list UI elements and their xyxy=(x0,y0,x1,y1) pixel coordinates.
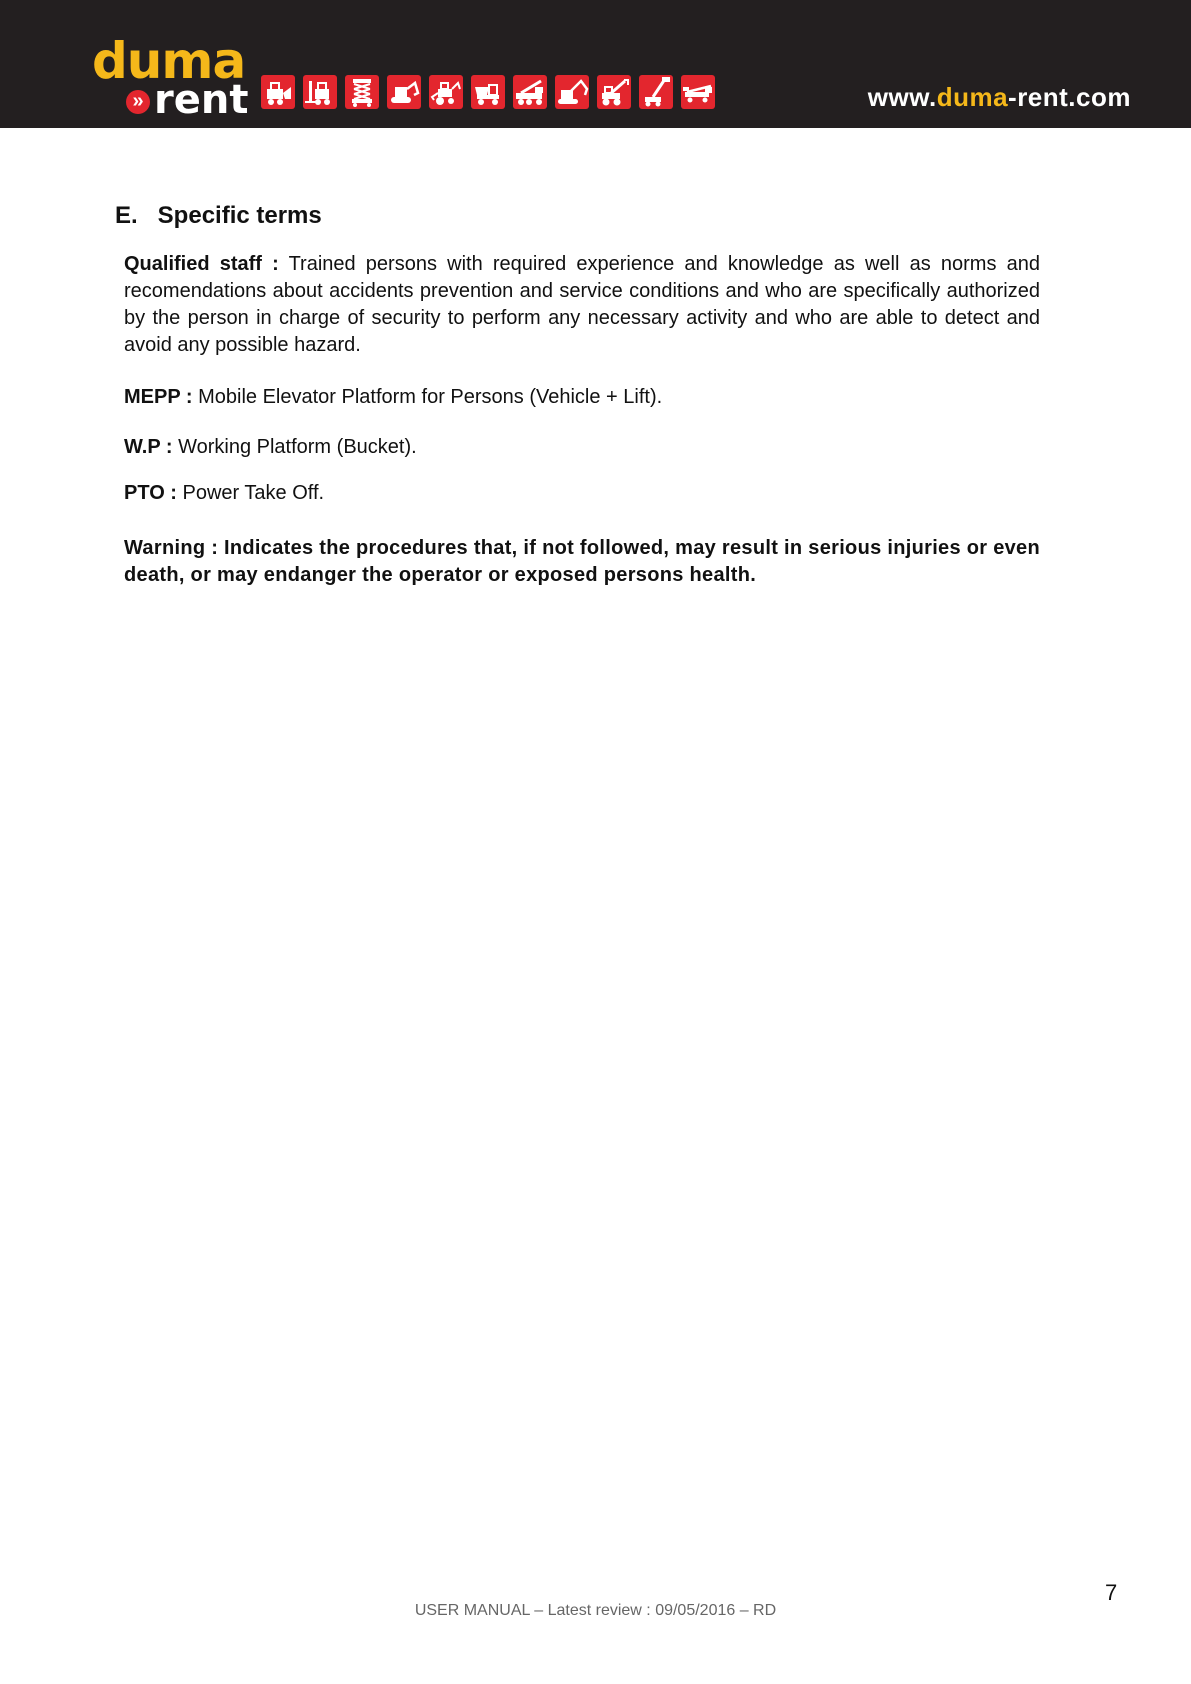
backhoe-loader-icon xyxy=(429,75,463,109)
boom-lift-icon xyxy=(639,75,673,109)
page-footer xyxy=(0,1602,1191,1620)
definition-term: PTO : xyxy=(124,482,177,504)
logo-duma-text: duma xyxy=(92,32,246,90)
website-suffix: -rent.com xyxy=(1008,82,1131,112)
footer-text: USER MANUAL – Latest review : 09/05/2016 – RD xyxy=(414,1602,777,1619)
definition-qualified-staff xyxy=(124,251,1040,359)
excavator-icon xyxy=(555,75,589,109)
chevron-icon: » xyxy=(126,90,150,114)
section-number: E. xyxy=(115,202,138,229)
definition-text: Power Take Off. xyxy=(176,482,325,504)
definition-mepp xyxy=(124,384,1040,411)
definition-wp xyxy=(124,434,1040,461)
dumper-icon xyxy=(471,75,505,109)
section-title: Specific terms xyxy=(157,202,322,229)
definition-text: Working Platform (Bucket). xyxy=(172,436,417,458)
compact-loader-icon xyxy=(261,75,295,109)
logo-rent-text: rent xyxy=(154,77,249,123)
website-prefix: www. xyxy=(867,82,937,112)
website-brand: duma xyxy=(936,82,1009,112)
definition-text: Trained persons with required experience and knowledge as well as norms and recomendations about accidents prevention and service conditions and who are specifically authorized by the person in charge of security to perform any necessary activity and who are able to detect and avoid any possible hazard. xyxy=(124,253,1040,356)
definition-term: W.P : xyxy=(124,436,173,458)
mini-excavator-icon xyxy=(387,75,421,109)
definition-text: Mobile Elevator Platform for Persons (Vehicle + Lift). xyxy=(192,386,663,408)
forklift-icon xyxy=(303,75,337,109)
scissor-lift-icon xyxy=(345,75,379,109)
duma-rent-logo[interactable] xyxy=(92,32,249,123)
section-heading xyxy=(115,202,322,230)
warning-note: Warning : Indicates the procedures that, if not followed, may result in serious injuries or even death, or may endanger the operator or exposed persons health. xyxy=(124,537,1040,586)
truck-mounted-platform-icon xyxy=(681,75,715,109)
truck-crane-icon xyxy=(513,75,547,109)
definition-pto xyxy=(124,480,1040,507)
website-url[interactable] xyxy=(868,82,1131,113)
page-header xyxy=(0,0,1191,128)
page-number: 7 xyxy=(1105,1580,1118,1605)
definition-term: Qualified staff : xyxy=(124,253,279,275)
telehandler-icon xyxy=(597,75,631,109)
definition-term: MEPP : xyxy=(124,386,193,408)
